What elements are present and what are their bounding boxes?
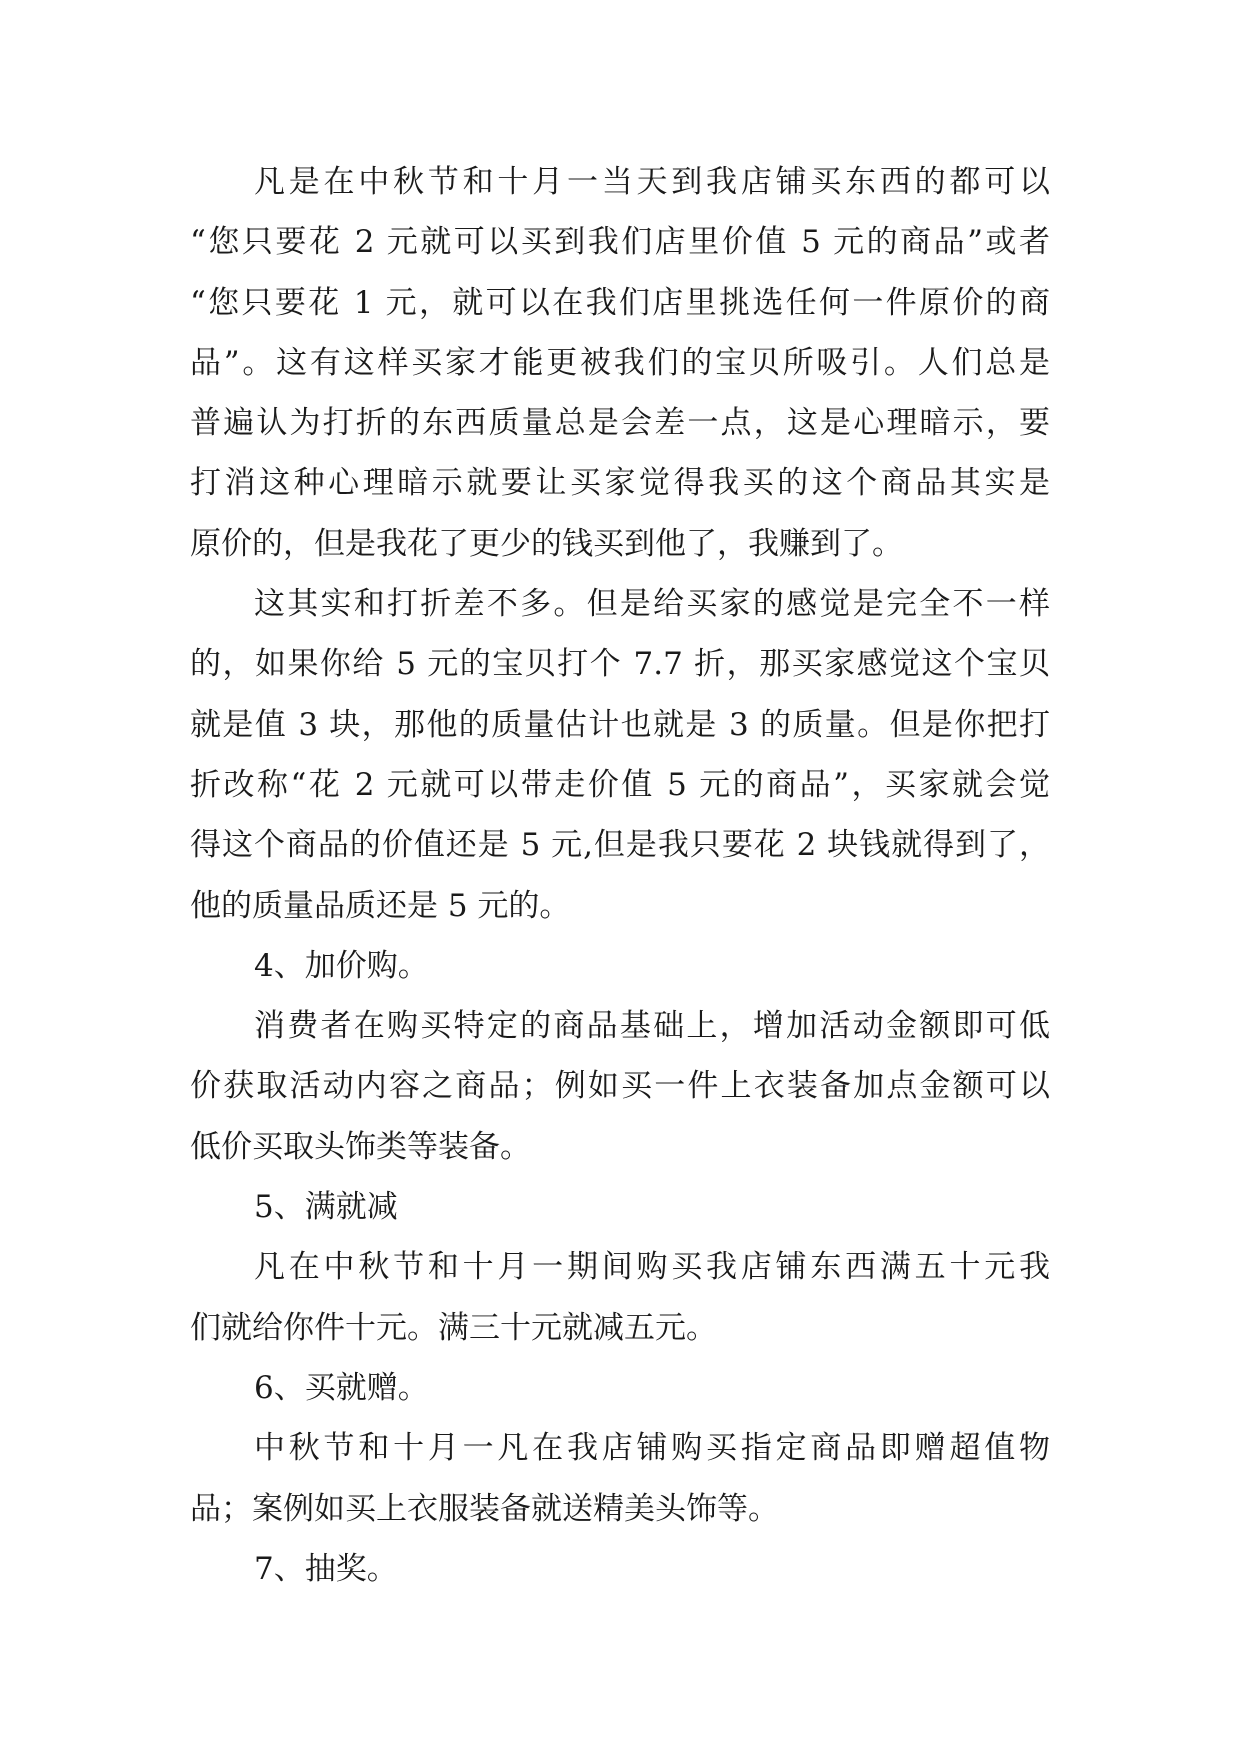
section-heading: 5、满就减 xyxy=(254,1189,398,1226)
text-line: 品”。这有这样买家才能更被我们的宝贝所吸引。人们总是 xyxy=(190,344,1050,381)
text-line: 他的质量品质还是 5 元的。 xyxy=(190,887,571,924)
document-body xyxy=(190,152,1050,1599)
text-line: 价获取活动内容之商品；例如买一件上衣装备加点金额可以 xyxy=(190,1068,1050,1105)
paragraph-2 xyxy=(190,574,1050,936)
text-line: 这其实和打折差不多。但是给买家的感觉是完全不一样 xyxy=(254,586,1050,623)
heading-4 xyxy=(190,936,1050,996)
text-line: 得这个商品的价值还是 5 元,但是我只要花 2 块钱就得到了， xyxy=(190,827,1050,864)
paragraph-3 xyxy=(190,996,1050,1177)
paragraph-4 xyxy=(190,1237,1050,1358)
text-line: 原价的，但是我花了更少的钱买到他了，我赚到了。 xyxy=(190,525,903,562)
section-heading: 4、加价购。 xyxy=(254,947,429,984)
text-line: 凡是在中秋节和十月一当天到我店铺买东西的都可以 xyxy=(254,164,1050,200)
text-line: 普遍认为打折的东西质量总是会差一点，这是心理暗示，要 xyxy=(190,405,1050,442)
text-line: 就是值 3 块，那他的质量估计也就是 3 的质量。但是你把打 xyxy=(190,706,1050,743)
heading-6 xyxy=(190,1358,1050,1418)
section-heading: 7、抽奖。 xyxy=(254,1550,398,1587)
text-line: 消费者在购买特定的商品基础上，增加活动金额即可低 xyxy=(254,1008,1050,1045)
heading-7 xyxy=(190,1539,1050,1599)
text-line: 打消这种心理暗示就要让买家觉得我买的这个商品其实是 xyxy=(190,465,1050,502)
text-line: 品；案例如买上衣服装备就送精美头饰等。 xyxy=(190,1490,779,1527)
text-line: 的，如果你给 5 元的宝贝打个 7.7 折，那买家感觉这个宝贝 xyxy=(190,646,1050,683)
paragraph-1 xyxy=(190,152,1050,574)
text-line: 凡在中秋节和十月一期间购买我店铺东西满五十元我 xyxy=(254,1249,1050,1286)
text-line: 低价买取头饰类等装备。 xyxy=(190,1128,531,1165)
section-heading: 6、买就赠。 xyxy=(254,1369,429,1406)
text-line: 中秋节和十月一凡在我店铺购买指定商品即赠超值物 xyxy=(254,1430,1050,1467)
text-line: “您只要花 1 元，就可以在我们店里挑选任何一件原价的商 xyxy=(190,284,1050,321)
paragraph-5 xyxy=(190,1418,1050,1539)
text-line: 折改称“花 2 元就可以带走价值 5 元的商品”，买家就会觉 xyxy=(190,766,1050,803)
text-line: “您只要花 2 元就可以买到我们店里价值 5 元的商品”或者 xyxy=(190,224,1050,261)
heading-5 xyxy=(190,1177,1050,1237)
text-line: 们就给你件十元。满三十元就减五元。 xyxy=(190,1309,717,1346)
